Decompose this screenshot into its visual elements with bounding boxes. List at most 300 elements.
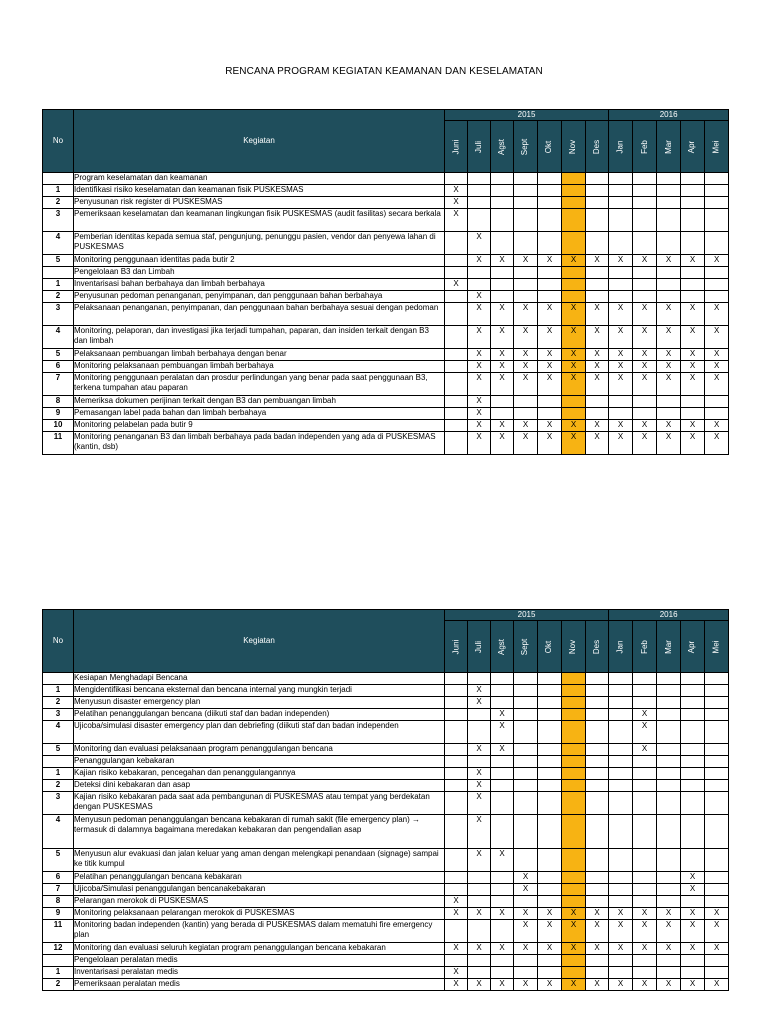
schedule-cell bbox=[445, 849, 468, 872]
schedule-cell bbox=[705, 872, 729, 884]
schedule-cell bbox=[609, 744, 633, 756]
schedule-cell: X bbox=[681, 884, 705, 896]
schedule-cell bbox=[657, 173, 681, 185]
schedule-cell bbox=[514, 721, 538, 744]
activity-plan-table-2 bbox=[42, 609, 729, 991]
schedule-cell: X bbox=[468, 408, 491, 420]
schedule-cell bbox=[514, 709, 538, 721]
activity-text: Penyusunan risk register di PUSKESMAS bbox=[74, 197, 445, 209]
schedule-cell: X bbox=[538, 420, 562, 432]
schedule-cell bbox=[562, 173, 586, 185]
schedule-cell bbox=[514, 756, 538, 768]
schedule-cell bbox=[705, 267, 729, 279]
schedule-cell: X bbox=[681, 326, 705, 349]
schedule-cell bbox=[681, 685, 705, 697]
schedule-cell: X bbox=[657, 373, 681, 396]
schedule-cell bbox=[538, 685, 562, 697]
schedule-cell bbox=[609, 267, 633, 279]
activity-row bbox=[43, 420, 729, 432]
schedule-cell: X bbox=[633, 744, 657, 756]
schedule-cell bbox=[609, 896, 633, 908]
schedule-cell bbox=[609, 792, 633, 815]
row-number: 1 bbox=[43, 279, 74, 291]
schedule-cell bbox=[538, 967, 562, 979]
schedule-cell bbox=[491, 396, 514, 408]
schedule-cell: X bbox=[609, 373, 633, 396]
schedule-cell bbox=[538, 896, 562, 908]
schedule-cell: X bbox=[705, 303, 729, 326]
schedule-cell: X bbox=[445, 185, 468, 197]
schedule-cell: X bbox=[633, 373, 657, 396]
schedule-cell: X bbox=[514, 326, 538, 349]
schedule-cell: X bbox=[468, 303, 491, 326]
month-label: Mar bbox=[663, 639, 673, 654]
schedule-cell bbox=[445, 920, 468, 943]
schedule-cell bbox=[514, 232, 538, 255]
schedule-cell bbox=[633, 232, 657, 255]
schedule-cell bbox=[445, 232, 468, 255]
schedule-cell bbox=[562, 896, 586, 908]
schedule-cell bbox=[609, 967, 633, 979]
activity-row bbox=[43, 849, 729, 872]
schedule-cell bbox=[468, 197, 491, 209]
schedule-cell bbox=[538, 744, 562, 756]
schedule-cell: X bbox=[705, 349, 729, 361]
schedule-cell: X bbox=[609, 255, 633, 267]
row-number: 6 bbox=[43, 361, 74, 373]
schedule-cell bbox=[633, 884, 657, 896]
schedule-cell: X bbox=[633, 303, 657, 326]
schedule-cell: X bbox=[538, 373, 562, 396]
schedule-cell bbox=[562, 185, 586, 197]
schedule-cell bbox=[562, 279, 586, 291]
activity-text: Memeriksa dokumen perijinan terkait dengan B3 dan pembuangan limbah bbox=[74, 396, 445, 408]
schedule-cell bbox=[538, 279, 562, 291]
schedule-cell: X bbox=[538, 349, 562, 361]
schedule-cell bbox=[609, 408, 633, 420]
schedule-cell: X bbox=[633, 709, 657, 721]
schedule-cell: X bbox=[445, 908, 468, 920]
header-month bbox=[681, 621, 705, 673]
schedule-cell bbox=[586, 780, 609, 792]
schedule-cell bbox=[514, 267, 538, 279]
schedule-cell: X bbox=[657, 920, 681, 943]
schedule-cell bbox=[445, 872, 468, 884]
schedule-cell bbox=[657, 396, 681, 408]
schedule-cell bbox=[514, 697, 538, 709]
schedule-cell bbox=[468, 955, 491, 967]
schedule-cell: X bbox=[705, 920, 729, 943]
schedule-cell bbox=[609, 768, 633, 780]
schedule-cell bbox=[445, 685, 468, 697]
schedule-cell: X bbox=[468, 396, 491, 408]
schedule-cell bbox=[681, 279, 705, 291]
schedule-cell: X bbox=[491, 255, 514, 267]
schedule-cell: X bbox=[514, 420, 538, 432]
schedule-cell: X bbox=[491, 721, 514, 744]
schedule-cell bbox=[657, 967, 681, 979]
schedule-cell bbox=[633, 685, 657, 697]
schedule-cell bbox=[586, 673, 609, 685]
header-month bbox=[445, 121, 468, 173]
schedule-cell: X bbox=[491, 326, 514, 349]
schedule-cell bbox=[491, 872, 514, 884]
month-label: Apr bbox=[687, 140, 697, 153]
schedule-cell bbox=[705, 884, 729, 896]
schedule-cell: X bbox=[681, 303, 705, 326]
schedule-cell bbox=[562, 709, 586, 721]
schedule-cell bbox=[562, 685, 586, 697]
schedule-cell bbox=[657, 744, 681, 756]
schedule-cell: X bbox=[609, 943, 633, 955]
activity-row bbox=[43, 361, 729, 373]
activity-row bbox=[43, 792, 729, 815]
activity-row bbox=[43, 768, 729, 780]
month-label: Mar bbox=[663, 139, 673, 154]
schedule-cell: X bbox=[468, 685, 491, 697]
month-label: Nov bbox=[568, 639, 578, 654]
schedule-cell: X bbox=[681, 920, 705, 943]
schedule-cell bbox=[681, 967, 705, 979]
schedule-cell bbox=[681, 697, 705, 709]
row-number: 4 bbox=[43, 721, 74, 744]
activity-text: Monitoring dan evaluasi pelaksanaan program penanggulangan bencana bbox=[74, 744, 445, 756]
schedule-cell: X bbox=[562, 420, 586, 432]
schedule-cell bbox=[657, 792, 681, 815]
schedule-cell bbox=[705, 709, 729, 721]
schedule-cell bbox=[514, 896, 538, 908]
schedule-cell bbox=[633, 896, 657, 908]
schedule-cell bbox=[681, 792, 705, 815]
schedule-cell bbox=[445, 955, 468, 967]
schedule-cell bbox=[514, 955, 538, 967]
schedule-cell: X bbox=[657, 432, 681, 455]
month-label: Feb bbox=[639, 139, 649, 154]
schedule-cell bbox=[514, 768, 538, 780]
activity-row bbox=[43, 408, 729, 420]
schedule-cell: X bbox=[609, 979, 633, 991]
schedule-cell bbox=[681, 197, 705, 209]
schedule-cell bbox=[491, 173, 514, 185]
schedule-cell bbox=[705, 697, 729, 709]
schedule-cell bbox=[445, 432, 468, 455]
schedule-cell bbox=[491, 408, 514, 420]
activity-text: Penanggulangan kebakaran bbox=[74, 756, 445, 768]
schedule-cell: X bbox=[538, 920, 562, 943]
activity-text: Kajian risiko kebakaran pada saat ada pembangunan di PUSKESMAS atau tempat yang berdekatan dengan PUSKESMAS bbox=[74, 792, 445, 815]
schedule-cell bbox=[609, 849, 633, 872]
schedule-cell bbox=[514, 744, 538, 756]
schedule-cell: X bbox=[562, 908, 586, 920]
activity-row bbox=[43, 709, 729, 721]
schedule-cell bbox=[445, 721, 468, 744]
schedule-cell bbox=[562, 291, 586, 303]
schedule-cell: X bbox=[468, 373, 491, 396]
schedule-cell: X bbox=[514, 884, 538, 896]
schedule-cell bbox=[633, 849, 657, 872]
schedule-cell bbox=[468, 896, 491, 908]
schedule-cell: X bbox=[514, 349, 538, 361]
schedule-cell bbox=[633, 768, 657, 780]
schedule-cell bbox=[538, 173, 562, 185]
schedule-cell bbox=[609, 721, 633, 744]
schedule-cell: X bbox=[468, 697, 491, 709]
month-label: Des bbox=[592, 139, 602, 154]
schedule-cell bbox=[586, 396, 609, 408]
schedule-cell bbox=[514, 279, 538, 291]
header-month bbox=[586, 621, 609, 673]
schedule-cell: X bbox=[468, 979, 491, 991]
schedule-cell bbox=[491, 768, 514, 780]
schedule-cell bbox=[609, 709, 633, 721]
activity-text: Pemasangan label pada bahan dan limbah berbahaya bbox=[74, 408, 445, 420]
activity-row bbox=[43, 872, 729, 884]
schedule-cell bbox=[445, 780, 468, 792]
schedule-cell bbox=[586, 884, 609, 896]
activity-text: Monitoring pelabelan pada butir 9 bbox=[74, 420, 445, 432]
schedule-cell bbox=[514, 396, 538, 408]
schedule-cell bbox=[657, 209, 681, 232]
section-header-row bbox=[43, 955, 729, 967]
schedule-cell: X bbox=[609, 326, 633, 349]
schedule-cell: X bbox=[586, 373, 609, 396]
header-month bbox=[514, 621, 538, 673]
schedule-cell bbox=[445, 267, 468, 279]
schedule-cell: X bbox=[705, 979, 729, 991]
schedule-cell: X bbox=[514, 920, 538, 943]
section-header-row bbox=[43, 756, 729, 768]
schedule-cell: X bbox=[514, 943, 538, 955]
activity-text: Ujicoba/simulasi disaster emergency plan dan debriefing (diikuti staf dan badan independen bbox=[74, 721, 445, 744]
schedule-cell bbox=[705, 173, 729, 185]
schedule-cell: X bbox=[586, 908, 609, 920]
schedule-cell bbox=[657, 185, 681, 197]
row-number: 5 bbox=[43, 255, 74, 267]
schedule-cell: X bbox=[514, 303, 538, 326]
activity-row bbox=[43, 744, 729, 756]
schedule-cell bbox=[609, 197, 633, 209]
schedule-cell: X bbox=[681, 420, 705, 432]
schedule-cell bbox=[681, 896, 705, 908]
schedule-cell: X bbox=[491, 908, 514, 920]
schedule-cell: X bbox=[445, 943, 468, 955]
schedule-cell bbox=[468, 756, 491, 768]
schedule-cell: X bbox=[586, 349, 609, 361]
header-month bbox=[538, 621, 562, 673]
activity-row bbox=[43, 255, 729, 267]
activity-text: Ujicoba/Simulasi penanggulangan bencanakebakaran bbox=[74, 884, 445, 896]
schedule-cell: X bbox=[609, 908, 633, 920]
schedule-cell: X bbox=[468, 349, 491, 361]
header-month bbox=[562, 621, 586, 673]
schedule-cell: X bbox=[445, 209, 468, 232]
month-label: Okt bbox=[544, 140, 554, 153]
schedule-cell: X bbox=[491, 432, 514, 455]
row-number: 11 bbox=[43, 920, 74, 943]
schedule-cell bbox=[586, 768, 609, 780]
schedule-cell: X bbox=[609, 432, 633, 455]
schedule-cell: X bbox=[538, 326, 562, 349]
schedule-cell: X bbox=[705, 373, 729, 396]
activity-text: Kajian risiko kebakaran, pencegahan dan penanggulangannya bbox=[74, 768, 445, 780]
schedule-cell bbox=[657, 955, 681, 967]
row-number: 7 bbox=[43, 373, 74, 396]
schedule-cell bbox=[538, 955, 562, 967]
schedule-cell bbox=[445, 349, 468, 361]
section-header-row bbox=[43, 267, 729, 279]
month-label: Nov bbox=[568, 139, 578, 154]
schedule-cell bbox=[538, 673, 562, 685]
schedule-cell: X bbox=[491, 349, 514, 361]
schedule-cell bbox=[705, 685, 729, 697]
schedule-cell bbox=[586, 408, 609, 420]
activity-text: Penyusunan pedoman penanganan, penyimpanan, dan penggunaan bahan berbahaya bbox=[74, 291, 445, 303]
activity-row bbox=[43, 185, 729, 197]
row-number bbox=[43, 955, 74, 967]
schedule-cell bbox=[514, 673, 538, 685]
row-number: 3 bbox=[43, 209, 74, 232]
activity-text: Mengidentifikasi bencana eksternal dan bencana internal yang mungkin terjadi bbox=[74, 685, 445, 697]
schedule-cell bbox=[445, 709, 468, 721]
row-number: 9 bbox=[43, 908, 74, 920]
schedule-cell bbox=[586, 872, 609, 884]
schedule-cell: X bbox=[514, 908, 538, 920]
month-label: Juni bbox=[451, 139, 460, 154]
activity-text: Monitoring dan evaluasi seluruh kegiatan program penanggulangan bencana kebakaran bbox=[74, 943, 445, 955]
schedule-cell bbox=[681, 408, 705, 420]
schedule-cell: X bbox=[445, 197, 468, 209]
activity-text: Inventarisasi bahan berbahaya dan limbah berbahaya bbox=[74, 279, 445, 291]
schedule-cell: X bbox=[562, 373, 586, 396]
schedule-cell bbox=[468, 709, 491, 721]
row-number: 3 bbox=[43, 709, 74, 721]
schedule-cell: X bbox=[562, 432, 586, 455]
activity-text: Pelaksanaan penanganan, penyimpanan, dan penggunaan bahan berbahaya sesuai dengan pedoman bbox=[74, 303, 445, 326]
activity-text: Kesiapan Menghadapi Bencana bbox=[74, 673, 445, 685]
schedule-cell bbox=[657, 232, 681, 255]
schedule-cell bbox=[491, 967, 514, 979]
schedule-cell bbox=[445, 255, 468, 267]
schedule-cell: X bbox=[705, 432, 729, 455]
activity-row bbox=[43, 209, 729, 232]
schedule-cell: X bbox=[705, 943, 729, 955]
row-number: 2 bbox=[43, 979, 74, 991]
activity-row bbox=[43, 291, 729, 303]
activity-text: Pengelolaan B3 dan Limbah bbox=[74, 267, 445, 279]
schedule-cell: X bbox=[562, 326, 586, 349]
schedule-cell: X bbox=[514, 872, 538, 884]
schedule-cell bbox=[609, 780, 633, 792]
activity-text: Pengelolaan peralatan medis bbox=[74, 955, 445, 967]
schedule-cell: X bbox=[657, 420, 681, 432]
schedule-cell bbox=[609, 815, 633, 849]
schedule-cell bbox=[681, 267, 705, 279]
schedule-cell: X bbox=[586, 943, 609, 955]
schedule-cell bbox=[538, 709, 562, 721]
header-month bbox=[633, 121, 657, 173]
schedule-cell bbox=[586, 697, 609, 709]
schedule-cell bbox=[633, 780, 657, 792]
schedule-cell bbox=[633, 756, 657, 768]
row-number: 9 bbox=[43, 408, 74, 420]
header-month bbox=[633, 621, 657, 673]
schedule-cell bbox=[491, 279, 514, 291]
schedule-cell bbox=[445, 291, 468, 303]
schedule-cell: X bbox=[468, 291, 491, 303]
schedule-cell bbox=[609, 756, 633, 768]
schedule-cell bbox=[491, 815, 514, 849]
schedule-cell bbox=[657, 721, 681, 744]
row-number: 2 bbox=[43, 780, 74, 792]
activity-row bbox=[43, 920, 729, 943]
schedule-cell bbox=[562, 884, 586, 896]
schedule-cell bbox=[562, 209, 586, 232]
schedule-cell bbox=[491, 920, 514, 943]
schedule-cell bbox=[514, 967, 538, 979]
schedule-cell bbox=[609, 685, 633, 697]
schedule-cell bbox=[657, 780, 681, 792]
row-number bbox=[43, 173, 74, 185]
schedule-cell: X bbox=[681, 361, 705, 373]
schedule-cell bbox=[514, 209, 538, 232]
activity-text: Pemberian identitas kepada semua staf, pengunjung, penunggu pasien, vendor dan penyewa lahan di PUSKESMAS bbox=[74, 232, 445, 255]
schedule-cell bbox=[491, 267, 514, 279]
schedule-cell: X bbox=[445, 967, 468, 979]
schedule-cell bbox=[705, 849, 729, 872]
header-year: 2015 bbox=[445, 610, 609, 621]
schedule-cell bbox=[609, 697, 633, 709]
activity-row bbox=[43, 279, 729, 291]
schedule-cell: X bbox=[681, 373, 705, 396]
row-number: 5 bbox=[43, 744, 74, 756]
schedule-cell bbox=[705, 955, 729, 967]
activity-text: Monitoring, pelaporan, dan investigasi jika terjadi tumpahan, paparan, dan insiden terkait dengan B3 dan limbah bbox=[74, 326, 445, 349]
schedule-cell: X bbox=[633, 255, 657, 267]
schedule-cell bbox=[657, 673, 681, 685]
row-number: 2 bbox=[43, 697, 74, 709]
header-kegiatan: Kegiatan bbox=[74, 110, 445, 173]
schedule-cell bbox=[609, 173, 633, 185]
schedule-cell bbox=[609, 673, 633, 685]
schedule-cell bbox=[681, 709, 705, 721]
schedule-cell: X bbox=[657, 255, 681, 267]
month-label: Sept bbox=[520, 138, 530, 155]
activity-row bbox=[43, 232, 729, 255]
header-month bbox=[705, 121, 729, 173]
row-number: 12 bbox=[43, 943, 74, 955]
header-month bbox=[657, 121, 681, 173]
schedule-cell bbox=[514, 173, 538, 185]
schedule-cell bbox=[468, 884, 491, 896]
schedule-cell: X bbox=[538, 432, 562, 455]
schedule-cell: X bbox=[609, 920, 633, 943]
schedule-cell bbox=[586, 792, 609, 815]
schedule-cell bbox=[538, 209, 562, 232]
schedule-cell bbox=[657, 685, 681, 697]
schedule-cell: X bbox=[514, 361, 538, 373]
schedule-cell bbox=[562, 721, 586, 744]
schedule-cell: X bbox=[681, 943, 705, 955]
schedule-cell bbox=[681, 849, 705, 872]
schedule-cell: X bbox=[491, 709, 514, 721]
row-number: 5 bbox=[43, 849, 74, 872]
header-month bbox=[586, 121, 609, 173]
row-number: 2 bbox=[43, 197, 74, 209]
schedule-cell bbox=[705, 744, 729, 756]
activity-text: Monitoring penggunaan peralatan dan prosdur perlindungan yang benar pada saat penggunaan B3, terkena tumpahan atau paparan bbox=[74, 373, 445, 396]
schedule-cell: X bbox=[468, 232, 491, 255]
schedule-cell bbox=[514, 185, 538, 197]
